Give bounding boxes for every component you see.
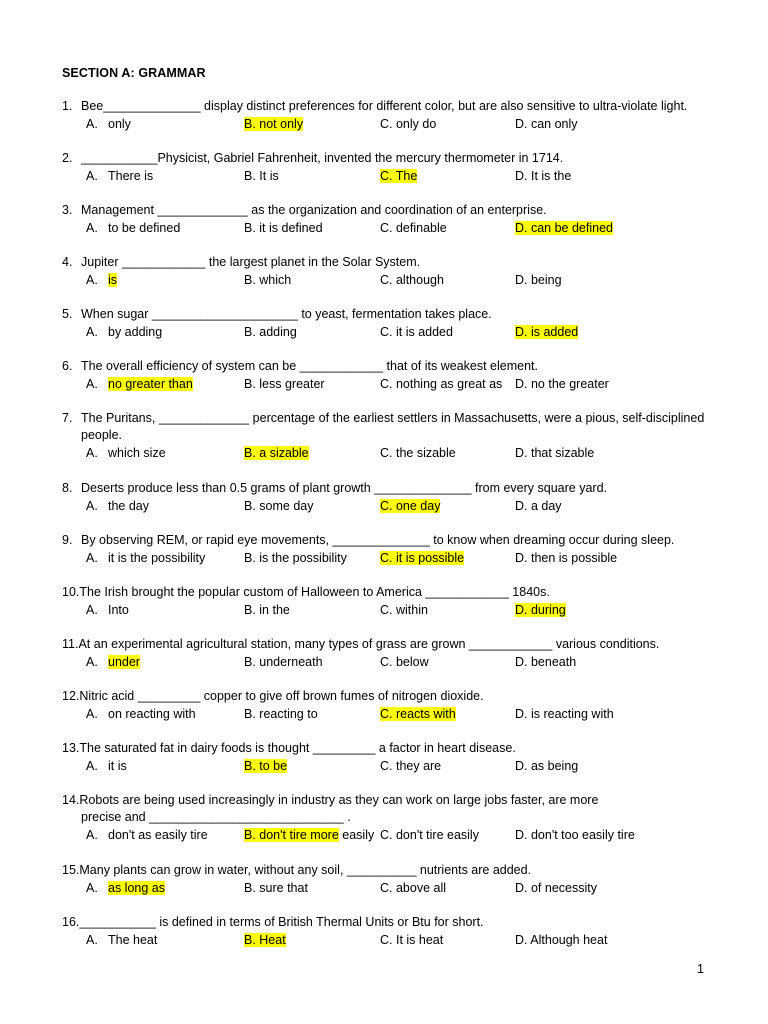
question-item <box>62 480 722 515</box>
answer-option <box>244 219 323 237</box>
answer-option <box>380 497 440 515</box>
option-text: D. is reacting with <box>515 707 614 721</box>
option-letter: A. <box>86 169 98 183</box>
option-text: B. underneath <box>244 655 323 669</box>
question-item <box>62 688 722 723</box>
question-text: When sugar _____________________ to yeast, fermentation takes place. <box>81 307 492 321</box>
highlighted-answer: D. can be defined <box>515 221 613 235</box>
option-text: by adding <box>108 325 163 339</box>
question-text: Nitric acid _________ copper to give off brown fumes of nitrogen dioxide. <box>79 689 484 703</box>
answer-options <box>62 444 722 462</box>
question-stem <box>62 862 722 879</box>
answer-option <box>515 444 594 462</box>
question-stem <box>62 914 722 931</box>
option-text: B. some day <box>244 499 314 513</box>
answer-option <box>515 167 571 185</box>
highlighted-answer: B. not only <box>244 117 304 131</box>
highlighted-answer: B. a sizable <box>244 446 309 460</box>
answer-option <box>244 931 286 949</box>
option-text: D. that sizable <box>515 446 595 460</box>
answer-option <box>515 931 607 949</box>
highlighted-answer: under <box>108 655 140 669</box>
highlighted-answer: B. to be <box>244 759 288 773</box>
question-number: 5. <box>62 307 73 321</box>
option-letter: A. <box>86 655 98 669</box>
question-number: 10. <box>62 585 80 599</box>
answer-option <box>244 271 291 289</box>
question-number: 6. <box>62 359 73 373</box>
question-text: By observing REM, or rapid eye movements, ______________ to know when dreaming occur during sleep. <box>81 533 675 547</box>
answer-option <box>515 601 566 619</box>
answer-option <box>380 375 502 393</box>
question-item <box>62 914 722 949</box>
option-text: C. it is added <box>380 325 453 339</box>
option-text: it is the possibility <box>108 551 206 565</box>
question-number: 16. <box>62 915 80 929</box>
option-letter: A. <box>86 881 98 895</box>
answer-options <box>62 115 722 133</box>
option-text: B. in the <box>244 603 290 617</box>
highlighted-answer: is <box>108 273 118 287</box>
option-text: D. then is possible <box>515 551 618 565</box>
question-number: 9. <box>62 533 73 547</box>
answer-options <box>62 549 722 567</box>
question-text: The Puritans, _____________ percentage of the earliest settlers in Massachusetts, were a pious, self-disciplined <box>81 411 705 425</box>
answer-option <box>244 549 347 567</box>
option-letter: A. <box>86 117 98 131</box>
highlighted-answer: B. Heat <box>244 933 286 947</box>
option-text-suffix: easily <box>338 828 375 842</box>
option-text: C. they are <box>380 759 442 773</box>
option-letter: A. <box>86 377 98 391</box>
question-item <box>62 306 722 341</box>
option-text: D. beneath <box>515 655 577 669</box>
answer-options <box>62 705 722 723</box>
answer-option <box>515 375 609 393</box>
question-item <box>62 202 722 237</box>
answer-option <box>244 375 325 393</box>
answer-option <box>86 375 193 393</box>
answer-option <box>380 826 479 844</box>
answer-option <box>244 601 290 619</box>
answer-option <box>86 879 165 897</box>
answer-option <box>380 757 441 775</box>
answer-option <box>244 879 308 897</box>
answer-option <box>380 271 444 289</box>
question-text: ___________ is defined in terms of British Thermal Units or Btu for short. <box>79 915 484 929</box>
question-number: 7. <box>62 411 73 425</box>
answer-option <box>515 653 576 671</box>
question-stem <box>62 358 722 375</box>
question-stem <box>62 306 722 323</box>
option-text: C. don't tire easily <box>380 828 479 842</box>
option-text: C. although <box>380 273 444 287</box>
question-number: 11. <box>62 637 79 651</box>
question-item <box>62 636 722 671</box>
answer-option <box>380 444 456 462</box>
answer-option <box>244 653 323 671</box>
option-text: don't as easily tire <box>108 828 208 842</box>
option-text: D. can only <box>515 117 578 131</box>
option-text: B. sure that <box>244 881 308 895</box>
option-text: C. only do <box>380 117 437 131</box>
question-stem <box>62 98 722 115</box>
answer-option <box>244 705 318 723</box>
answer-option <box>86 323 162 341</box>
question-text: Jupiter ____________ the largest planet in the Solar System. <box>81 255 421 269</box>
answer-option <box>86 115 131 133</box>
question-stem <box>62 480 722 497</box>
option-text: D. as being <box>515 759 579 773</box>
answer-option <box>86 757 127 775</box>
question-text: The Irish brought the popular custom of Halloween to America ____________ 1840s. <box>79 585 550 599</box>
answer-option <box>515 323 578 341</box>
answer-option <box>515 826 635 844</box>
answer-options <box>62 826 722 844</box>
question-text: The overall efficiency of system can be ____________ that of its weakest element. <box>81 359 538 373</box>
question-stem <box>62 688 722 705</box>
question-item <box>62 740 722 775</box>
question-stem <box>62 150 722 167</box>
question-number: 12. <box>62 689 80 703</box>
highlighted-answer: C. reacts with <box>380 707 456 721</box>
highlighted-answer: B. don't tire more <box>244 828 339 842</box>
answer-option <box>86 931 157 949</box>
option-text: B. reacting to <box>244 707 318 721</box>
highlighted-answer: C. one day <box>380 499 441 513</box>
answer-option <box>380 879 446 897</box>
answer-option <box>515 549 617 567</box>
question-text-continued: precise and ____________________________ . <box>81 810 351 824</box>
option-text: on reacting with <box>108 707 196 721</box>
question-text-continued: people. <box>81 428 123 442</box>
option-text: D. no the greater <box>515 377 609 391</box>
answer-options <box>62 271 722 289</box>
answer-option <box>515 879 597 897</box>
page-number: 1 <box>697 962 704 976</box>
question-number: 2. <box>62 151 73 165</box>
option-text: to be defined <box>108 221 181 235</box>
answer-option <box>380 323 453 341</box>
option-text: D. don't too easily tire <box>515 828 635 842</box>
answer-options <box>62 757 722 775</box>
question-number: 15. <box>62 863 80 877</box>
question-stem <box>62 202 722 219</box>
answer-option <box>515 271 562 289</box>
option-text: The heat <box>108 933 158 947</box>
highlighted-answer: no greater than <box>108 377 193 391</box>
highlighted-answer: C. The <box>380 169 418 183</box>
question-number: 13. <box>62 741 80 755</box>
answer-option <box>86 497 149 515</box>
answer-option <box>86 271 117 289</box>
option-text: D. of necessity <box>515 881 597 895</box>
answer-option <box>380 167 417 185</box>
answer-option <box>86 653 140 671</box>
highlighted-answer: D. during <box>515 603 566 617</box>
answer-option <box>86 219 180 237</box>
option-text: C. above all <box>380 881 447 895</box>
answer-option <box>244 757 287 775</box>
option-text: only <box>108 117 131 131</box>
question-stem <box>62 636 722 653</box>
answer-options <box>62 375 722 393</box>
answer-option <box>515 115 578 133</box>
option-text: B. less greater <box>244 377 325 391</box>
answer-option <box>380 115 436 133</box>
answer-option <box>86 826 208 844</box>
highlighted-answer: C. it is possible <box>380 551 465 565</box>
option-text: Into <box>108 603 129 617</box>
answer-option <box>86 601 129 619</box>
option-text: C. below <box>380 655 429 669</box>
question-stem <box>62 254 722 271</box>
question-text: Management _____________ as the organization and coordination of an enterprise. <box>81 203 547 217</box>
answer-option <box>380 219 447 237</box>
question-stem <box>62 532 722 549</box>
option-text: D. It is the <box>515 169 572 183</box>
question-stem <box>62 792 722 809</box>
question-item <box>62 862 722 897</box>
section-title: SECTION A: GRAMMAR <box>62 66 206 80</box>
answer-option <box>515 497 562 515</box>
answer-options <box>62 323 722 341</box>
option-letter: A. <box>86 933 98 947</box>
question-item <box>62 150 722 185</box>
answer-options <box>62 931 722 949</box>
option-text: D. a day <box>515 499 562 513</box>
question-item <box>62 532 722 567</box>
answer-option <box>86 549 205 567</box>
option-text: it is <box>108 759 127 773</box>
option-letter: A. <box>86 325 98 339</box>
question-item <box>62 410 722 462</box>
option-letter: A. <box>86 273 98 287</box>
answer-options <box>62 497 722 515</box>
answer-option <box>515 705 614 723</box>
question-text: The saturated fat in dairy foods is thought _________ a factor in heart disease. <box>79 741 516 755</box>
option-text: C. within <box>380 603 428 617</box>
option-text: B. is the possibility <box>244 551 347 565</box>
option-letter: A. <box>86 707 98 721</box>
question-number: 14. <box>62 793 80 807</box>
option-text: C. It is heat <box>380 933 444 947</box>
option-letter: A. <box>86 551 98 565</box>
question-text: At an experimental agricultural station, many types of grass are grown ____________ various conditions. <box>78 637 660 651</box>
answer-option <box>515 757 578 775</box>
answer-options <box>62 219 722 237</box>
answer-option <box>244 115 303 133</box>
option-letter: A. <box>86 759 98 773</box>
option-letter: A. <box>86 221 98 235</box>
answer-option <box>515 219 613 237</box>
question-stem <box>62 740 722 757</box>
answer-options <box>62 601 722 619</box>
option-text: C. nothing as great as <box>380 377 503 391</box>
question-item <box>62 584 722 619</box>
option-letter: A. <box>86 828 98 842</box>
answer-options <box>62 879 722 897</box>
option-text: B. which <box>244 273 292 287</box>
answer-options <box>62 167 722 185</box>
option-text: D. being <box>515 273 562 287</box>
question-stem <box>62 584 722 601</box>
question-item <box>62 98 722 133</box>
option-text: B. it is defined <box>244 221 323 235</box>
question-number: 1. <box>62 99 73 113</box>
option-letter: A. <box>86 446 98 460</box>
question-number: 3. <box>62 203 73 217</box>
highlighted-answer: as long as <box>108 881 165 895</box>
option-letter: A. <box>86 603 98 617</box>
question-item <box>62 358 722 393</box>
option-text: There is <box>108 169 154 183</box>
answer-option <box>244 826 374 844</box>
answer-option <box>380 601 428 619</box>
answer-options <box>62 653 722 671</box>
option-text: C. the sizable <box>380 446 456 460</box>
answer-option <box>244 444 309 462</box>
answer-option <box>380 653 429 671</box>
option-letter: A. <box>86 499 98 513</box>
question-text: Deserts produce less than 0.5 grams of plant growth ______________ from every square yard. <box>81 481 608 495</box>
highlighted-answer: D. is added <box>515 325 579 339</box>
question-text: Many plants can grow in water, without any soil, __________ nutrients are added. <box>79 863 532 877</box>
answer-option <box>244 497 313 515</box>
question-text: ___________Physicist, Gabriel Fahrenheit, invented the mercury thermometer in 1714. <box>81 151 564 165</box>
option-text: D. Although heat <box>515 933 608 947</box>
option-text: B. It is <box>244 169 279 183</box>
option-text: C. definable <box>380 221 447 235</box>
option-text: the day <box>108 499 150 513</box>
option-text: B. adding <box>244 325 297 339</box>
answer-option <box>86 444 166 462</box>
question-stem <box>62 410 722 427</box>
question-text: Robots are being used increasingly in industry as they can work on large jobs faster, are more <box>79 793 599 807</box>
question-item <box>62 254 722 289</box>
answer-option <box>380 931 443 949</box>
answer-option <box>86 705 196 723</box>
answer-option <box>380 549 464 567</box>
option-text: which size <box>108 446 166 460</box>
question-number: 8. <box>62 481 73 495</box>
question-text: Bee______________ display distinct preferences for different color, but are also sensitive to ultra-violate light. <box>81 99 688 113</box>
answer-option <box>244 323 297 341</box>
question-number: 4. <box>62 255 73 269</box>
answer-option <box>380 705 456 723</box>
answer-option <box>86 167 153 185</box>
question-item <box>62 792 722 844</box>
answer-option <box>244 167 279 185</box>
